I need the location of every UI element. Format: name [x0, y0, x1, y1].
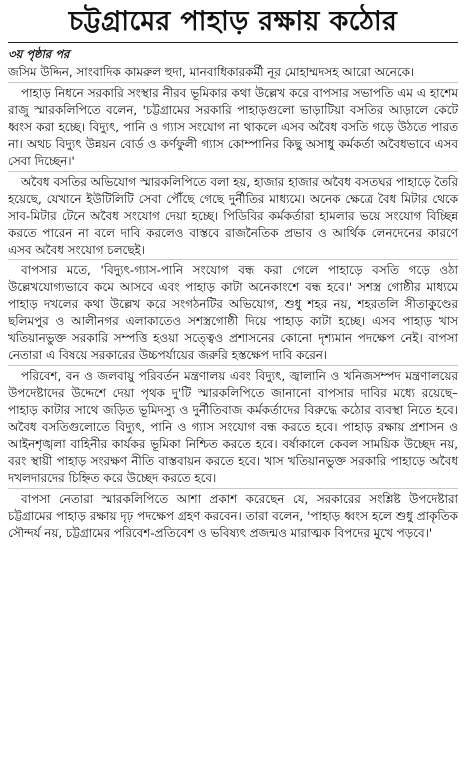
- paragraph-divider: [8, 82, 458, 83]
- headline: চট্টগ্রামের পাহাড় রক্ষায় কঠোর: [68, 6, 398, 37]
- paragraph-divider: [8, 171, 458, 172]
- paragraph-divider: [8, 365, 458, 366]
- paragraph-2: পাহাড় নিধনে সরকারি সংস্থার নীরব ভূমিকার কথা উল্লেখ করে বাপসার সভাপতি এম এ হাশেম রাজু স্মারকলিপিতে বলেন, 'চট্টগ্রামের সরকারি পাহাড়গুলো ভাড়াটিয়া বসতির আড়ালে কেটে ধ্বংস করা হচ্ছে। বিদ্যুৎ, পানি ও গ্যাস সংযোগ না থাকলে এসব অবৈধ বসতি গড়ে উঠতে পারত না। অথচ বিদ্যুৎ উন্নয়ন বোর্ড ও কর্ণফুলী গ্যাস কোম্পানির কিছু অসাধু কর্মকর্তা অবৈধভাবে এসব সেবা দিচ্ছেন।': [8, 85, 458, 168]
- paragraph-5: পরিবেশ, বন ও জলবায়ু পরিবর্তন মন্ত্রণালয় এবং বিদ্যুৎ, জ্বালানি ও খনিজসম্পদ মন্ত্রণালয়ের উপদেষ্টাদের উদ্দেশে দেয়া পৃথক দু'টি স্মারকলিপিতে জানানো বাপসার দাবির মধ্যে রয়েছে– পাহাড় কাটার সাথে জড়িত ভূমিদস্যু ও দুর্নীতিবাজ কর্মকর্তাদের বিরুদ্ধে কঠোর ব্যবস্থা নিতে হবে। অবৈধ বসতিগুলোতে বিদ্যুৎ, পানি ও গ্যাস সংযোগ বন্ধ করতে হবে। পাহাড় রক্ষায় প্রশাসন ও আইনশৃঙ্খলা বাহিনীর কার্যকর ভূমিকা নিশ্চিত করতে হবে। বর্ষাকালে কেবল সাময়িক উচ্ছেদ নয়, বরং স্থায়ী পাহাড় সংরক্ষণ নীতি বাস্তবায়ন করতে হবে। খাস খতিয়ানভুক্ত সরকারি পাহাড়ে অবৈধ দখলদারদের চিহ্নিত করে উচ্ছেদ করতে হবে।: [8, 369, 458, 485]
- continued-from-label: ৩য় পৃষ্ঠার পর: [8, 47, 70, 61]
- paragraph-6: বাপসা নেতারা স্মারকলিপিতে আশা প্রকাশ করেছেন যে, সরকারের সংশ্লিষ্ট উপদেষ্টারা চট্টগ্রামের পাহাড় রক্ষায় দৃঢ় পদক্ষেপ গ্রহণ করবেন। তারা বলেন, 'পাহাড় ধ্বংস হলে শুধু প্রাকৃতিক সৌন্দর্য নয়, চট্টগ্রামের পরিবেশ-প্রতিবেশ ও ভবিষ্যৎ প্রজন্মও মারাত্মক বিপদের মুখে পড়বে।': [8, 491, 458, 540]
- paragraph-3: অবৈধ বসতির অভিযোগ স্মারকলিপিতে বলা হয়, হাজার হাজার অবৈধ বসতঘর পাহাড়ে তৈরি হয়েছে, যেখানে ইউটিলিটি সেবা পৌঁছে গেছে দুর্নীতির মাধ্যমে। অনেক ক্ষেত্রে বৈধ মিটার থেকে সাব-মিটার টেনে অবৈধ সংযোগ দেয়া হচ্ছে। পিডিবির কর্মকর্তারা হামলার ভয়ে সংযোগ বিচ্ছিন্ন করতে পারেন না বলে দাবি করলেও বাস্তবে রাজনৈতিক প্রভাব ও আর্থিক লেনদেনের কারণে এসব অবৈধ সংযোগ চলছেই।: [8, 174, 458, 257]
- paragraph-1: জসিম উদ্দিন, সাংবাদিক কামরুল হুদা, মানবাধিকারকর্মী নূর মোহাম্মদসহ আরো অনেকে।: [8, 65, 415, 79]
- paragraph-divider: [8, 488, 458, 489]
- headline-rule: [8, 42, 458, 43]
- paragraph-divider: [8, 259, 458, 260]
- paragraph-4: বাপসার মতে, 'বিদ্যুৎ-গ্যাস-পানি সংযোগ বন্ধ করা গেলে পাহাড়ে বসতি গড়ে ওঠা উল্লেখযোগ্যভাবে কমে আসবে এবং পাহাড় কাটা অনেকাংশে বন্ধ হবে।' সশস্ত্র গোষ্ঠীর মাধ্যমে পাহাড় দখলের কথা উল্লেখ করে সংগঠনটির অভিযোগ, শুধু শহর নয়, শহরতলি সীতাকুণ্ডের ছলিমপুর ও আলীনগর এলাকাতেও সশস্ত্রগোষ্ঠী দিয়ে পাহাড় কাটা হচ্ছে। এসব পাহাড় খাস খতিয়ানভুক্ত সরকারি সম্পত্তি হওয়া সত্ত্বেও প্রশাসনের কোনো দৃশ্যমান পদক্ষেপ নেই। বাপসা নেতারা এ বিষয়ে সরকারের উচ্চপর্যায়ের জরুরি হস্তক্ষেপ দাবি করেন।: [8, 263, 458, 363]
